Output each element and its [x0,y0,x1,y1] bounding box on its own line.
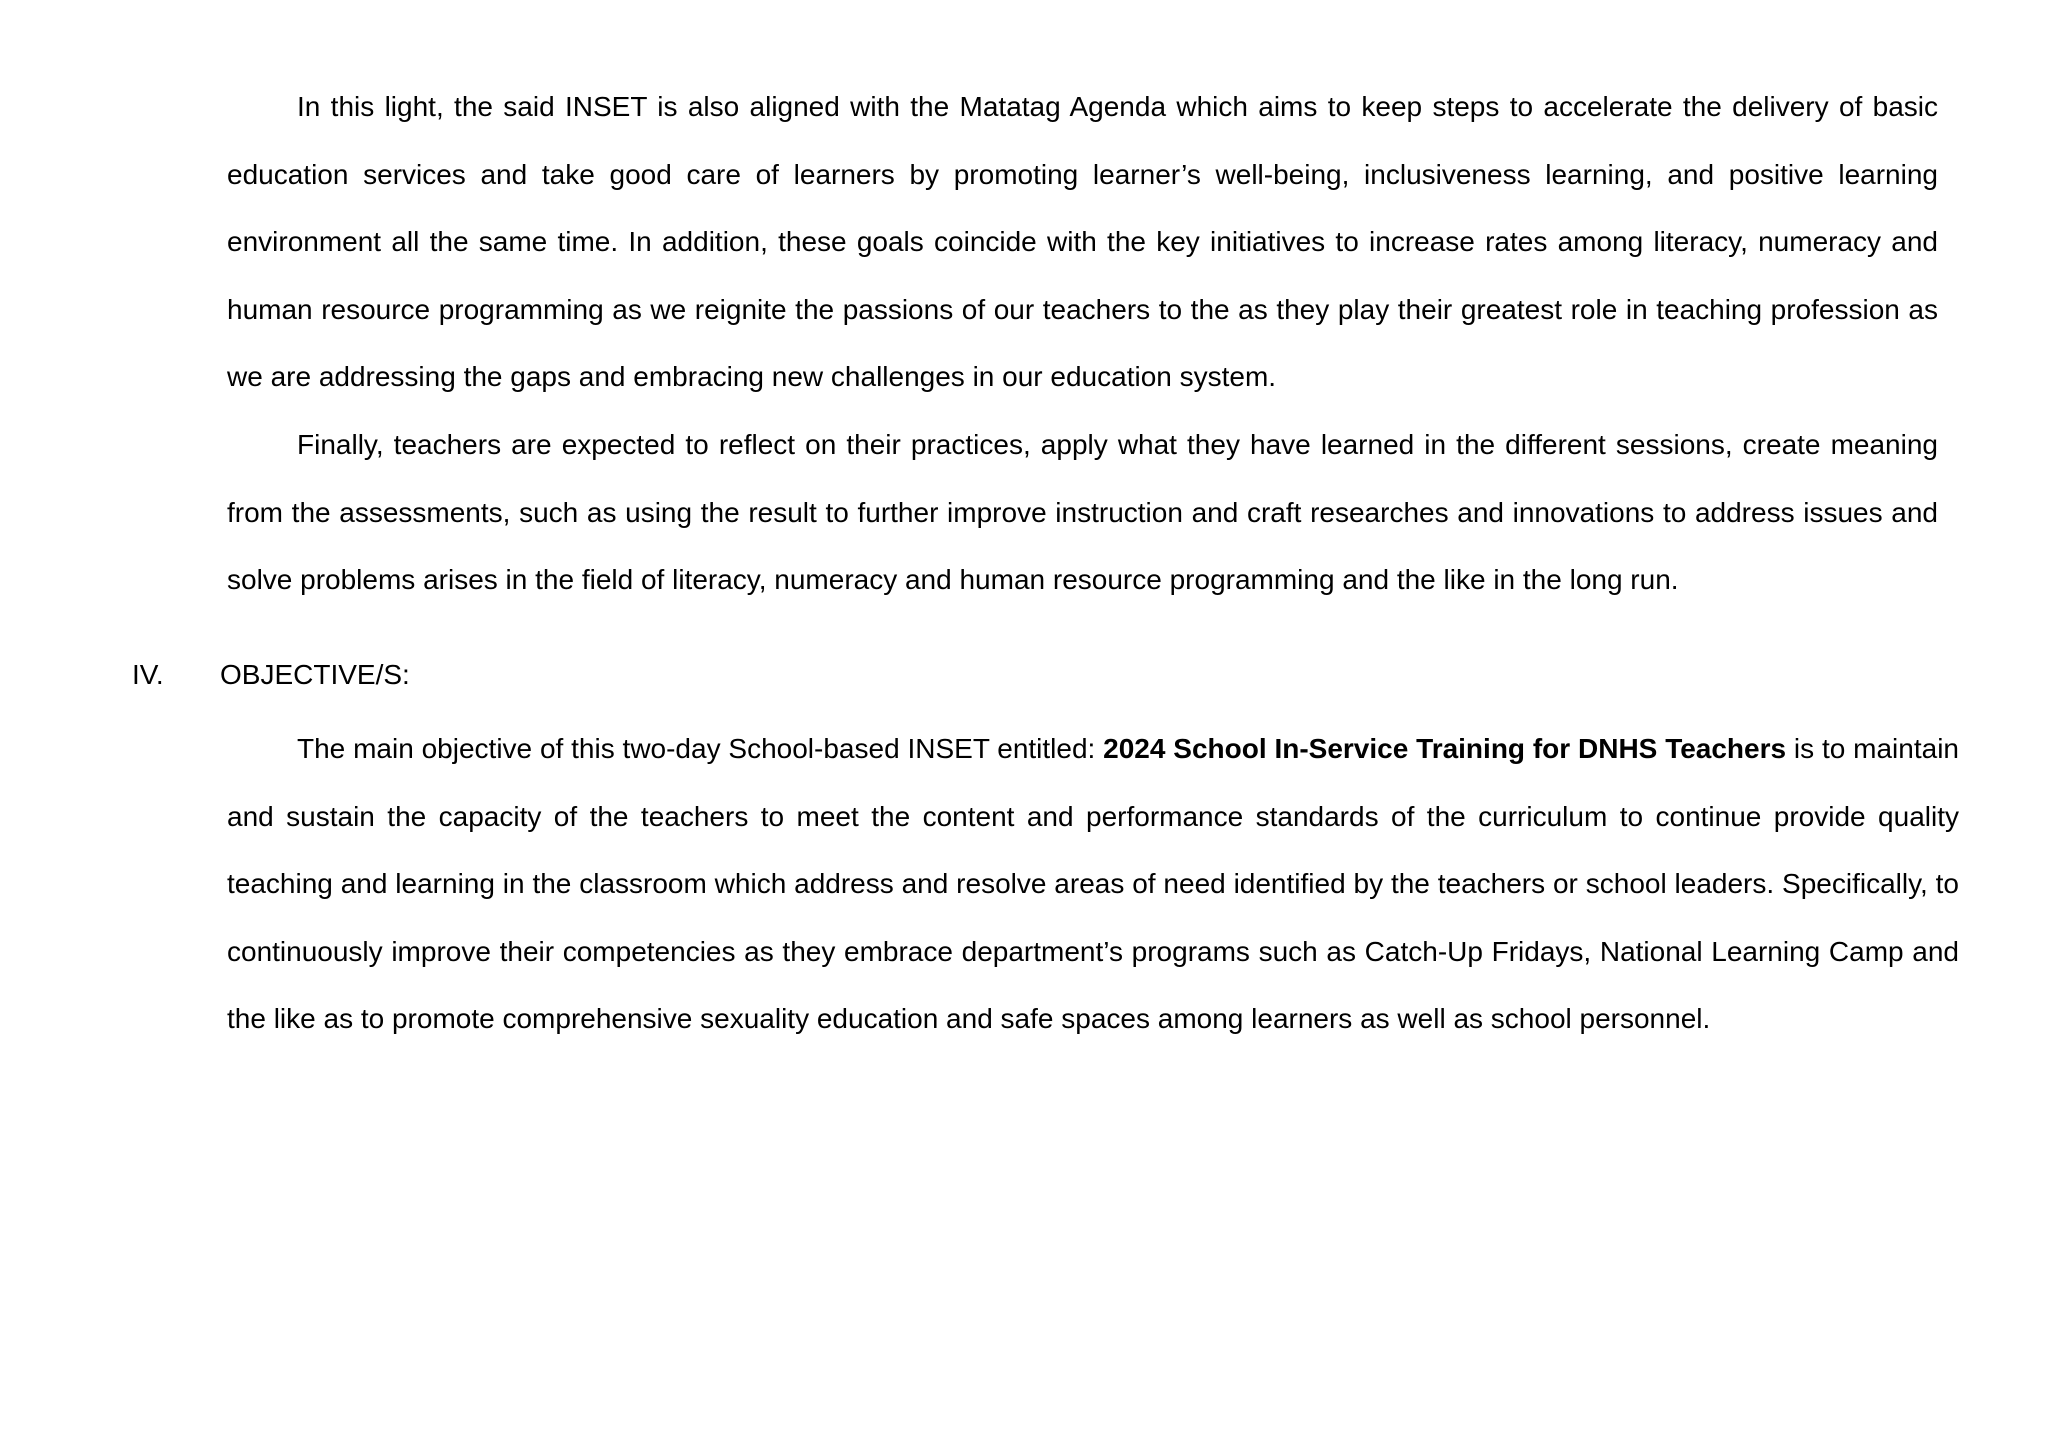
section-number: IV. [132,659,164,690]
section-heading-objectives [132,655,410,695]
training-title: 2024 School In-Service Training for DNHS Teachers [1103,733,1787,764]
teacher-reflection-paragraph: Finally, teachers are expected to reflect on their practices, apply what they have learned in the different sessions, create meaning from the assessments, such as using the result to further improve instruction and craft researches and innovations to address issues and solve problems arises in the field of literacy, numeracy and human resource programming and the like in the long run. [227,429,1938,596]
objective-body-text: is to maintain and sustain the capacity of the teachers to meet the content and performance standards of the curriculum to continue provide quality teaching and learning in the classroom which address and resolve areas of need identified by the teachers or school leaders. Specifically, to continuously improve their competencies as they embrace department’s programs such as Catch-Up Fridays, National Learning Camp and the like as to promote comprehensive sexuality education and safe spaces among learners as well as school personnel. [227,733,1959,1035]
section-title: OBJECTIVE/S: [220,659,410,690]
matatag-agenda-paragraph: In this light, the said INSET is also aligned with the Matatag Agenda which aims to keep steps to accelerate the delivery of basic education services and take good care of learners by promoting learner’s well-being, inclusiveness learning, and positive learning environment all the same time. In addition, these goals coincide with the key initiatives to increase rates among literacy, numeracy and human resource programming as we reignite the passions of our teachers to the as they play their greatest role in teaching profession as we are addressing the gaps and embracing new challenges in our education system. [227,91,1938,393]
objective-paragraph [227,715,1959,1053]
objective-lead-text: The main objective of this two-day School-based INSET entitled: [297,733,1104,764]
